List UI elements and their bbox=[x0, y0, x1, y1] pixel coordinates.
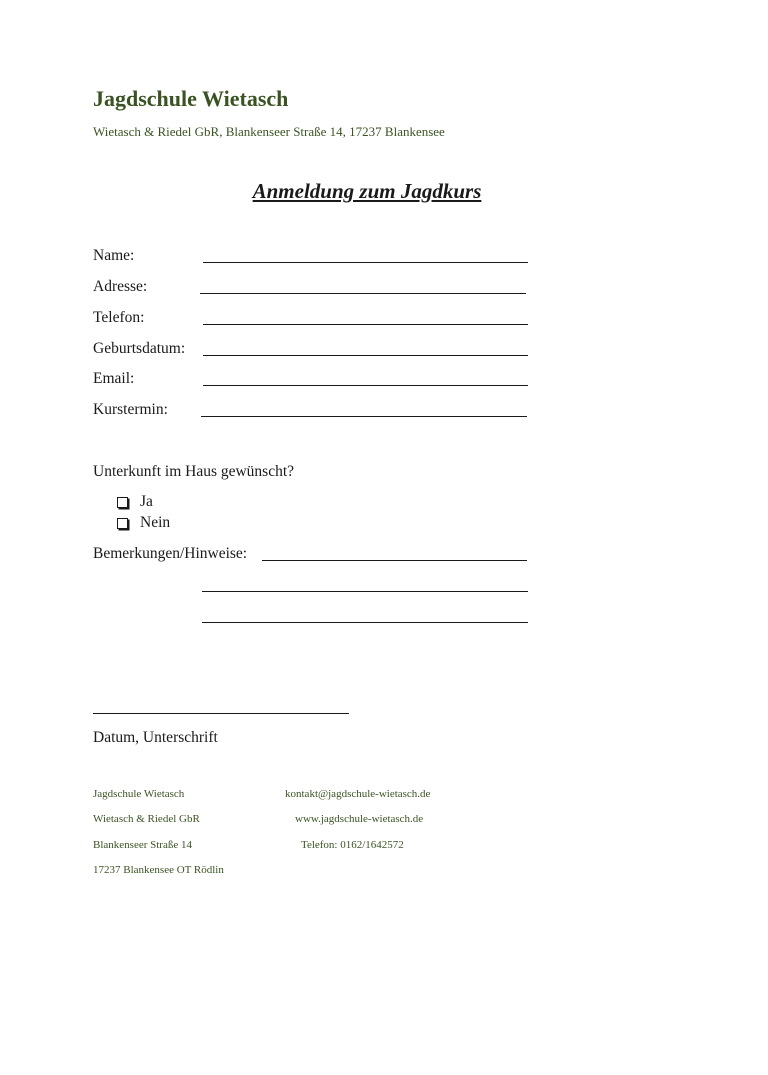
org-address: Wietasch & Riedel GbR, Blankenseer Straße 14, 17237 Blankensee bbox=[93, 124, 445, 139]
org-name: Jagdschule Wietasch bbox=[93, 86, 289, 111]
option-yes[interactable] bbox=[117, 493, 153, 511]
footer-website[interactable]: www.jagdschule-wietasch.de bbox=[295, 813, 424, 825]
signature-line[interactable] bbox=[93, 713, 349, 714]
option-no[interactable] bbox=[117, 514, 170, 532]
option-yes-label: Ja bbox=[140, 493, 153, 510]
email-label: Email: bbox=[93, 370, 135, 387]
option-no-label: Nein bbox=[140, 514, 171, 531]
address-label: Adresse: bbox=[93, 278, 148, 295]
address-field[interactable] bbox=[200, 293, 526, 294]
course-date-field[interactable] bbox=[201, 416, 527, 417]
phone-label: Telefon: bbox=[93, 309, 145, 326]
birthdate-field[interactable] bbox=[203, 355, 528, 356]
remarks-field-line-2[interactable] bbox=[202, 591, 528, 592]
remarks-field-line-3[interactable] bbox=[202, 622, 528, 623]
birthdate-label: Geburtsdatum: bbox=[93, 340, 186, 357]
remarks-field-line-1[interactable] bbox=[262, 560, 527, 561]
footer-city: 17237 Blankensee OT Rödlin bbox=[93, 864, 224, 876]
name-label: Name: bbox=[93, 247, 135, 264]
footer-company: Wietasch & Riedel GbR bbox=[93, 813, 200, 825]
footer-email[interactable]: kontakt@jagdschule-wietasch.de bbox=[285, 788, 431, 800]
footer-phone: Telefon: 0162/1642572 bbox=[301, 839, 404, 851]
remarks-label: Bemerkungen/Hinweise: bbox=[93, 545, 248, 562]
checkbox-icon[interactable] bbox=[117, 518, 128, 529]
footer-street: Blankenseer Straße 14 bbox=[93, 839, 192, 851]
checkbox-icon[interactable] bbox=[117, 497, 128, 508]
name-field[interactable] bbox=[203, 262, 528, 263]
footer-org-name: Jagdschule Wietasch bbox=[93, 788, 185, 800]
accommodation-question: Unterkunft im Haus gewünscht? bbox=[93, 463, 295, 480]
email-field[interactable] bbox=[203, 385, 528, 386]
course-date-label: Kurstermin: bbox=[93, 401, 168, 418]
form-title: Anmeldung zum Jagdkurs bbox=[252, 179, 482, 203]
signature-label: Datum, Unterschrift bbox=[93, 729, 218, 746]
phone-field[interactable] bbox=[203, 324, 528, 325]
